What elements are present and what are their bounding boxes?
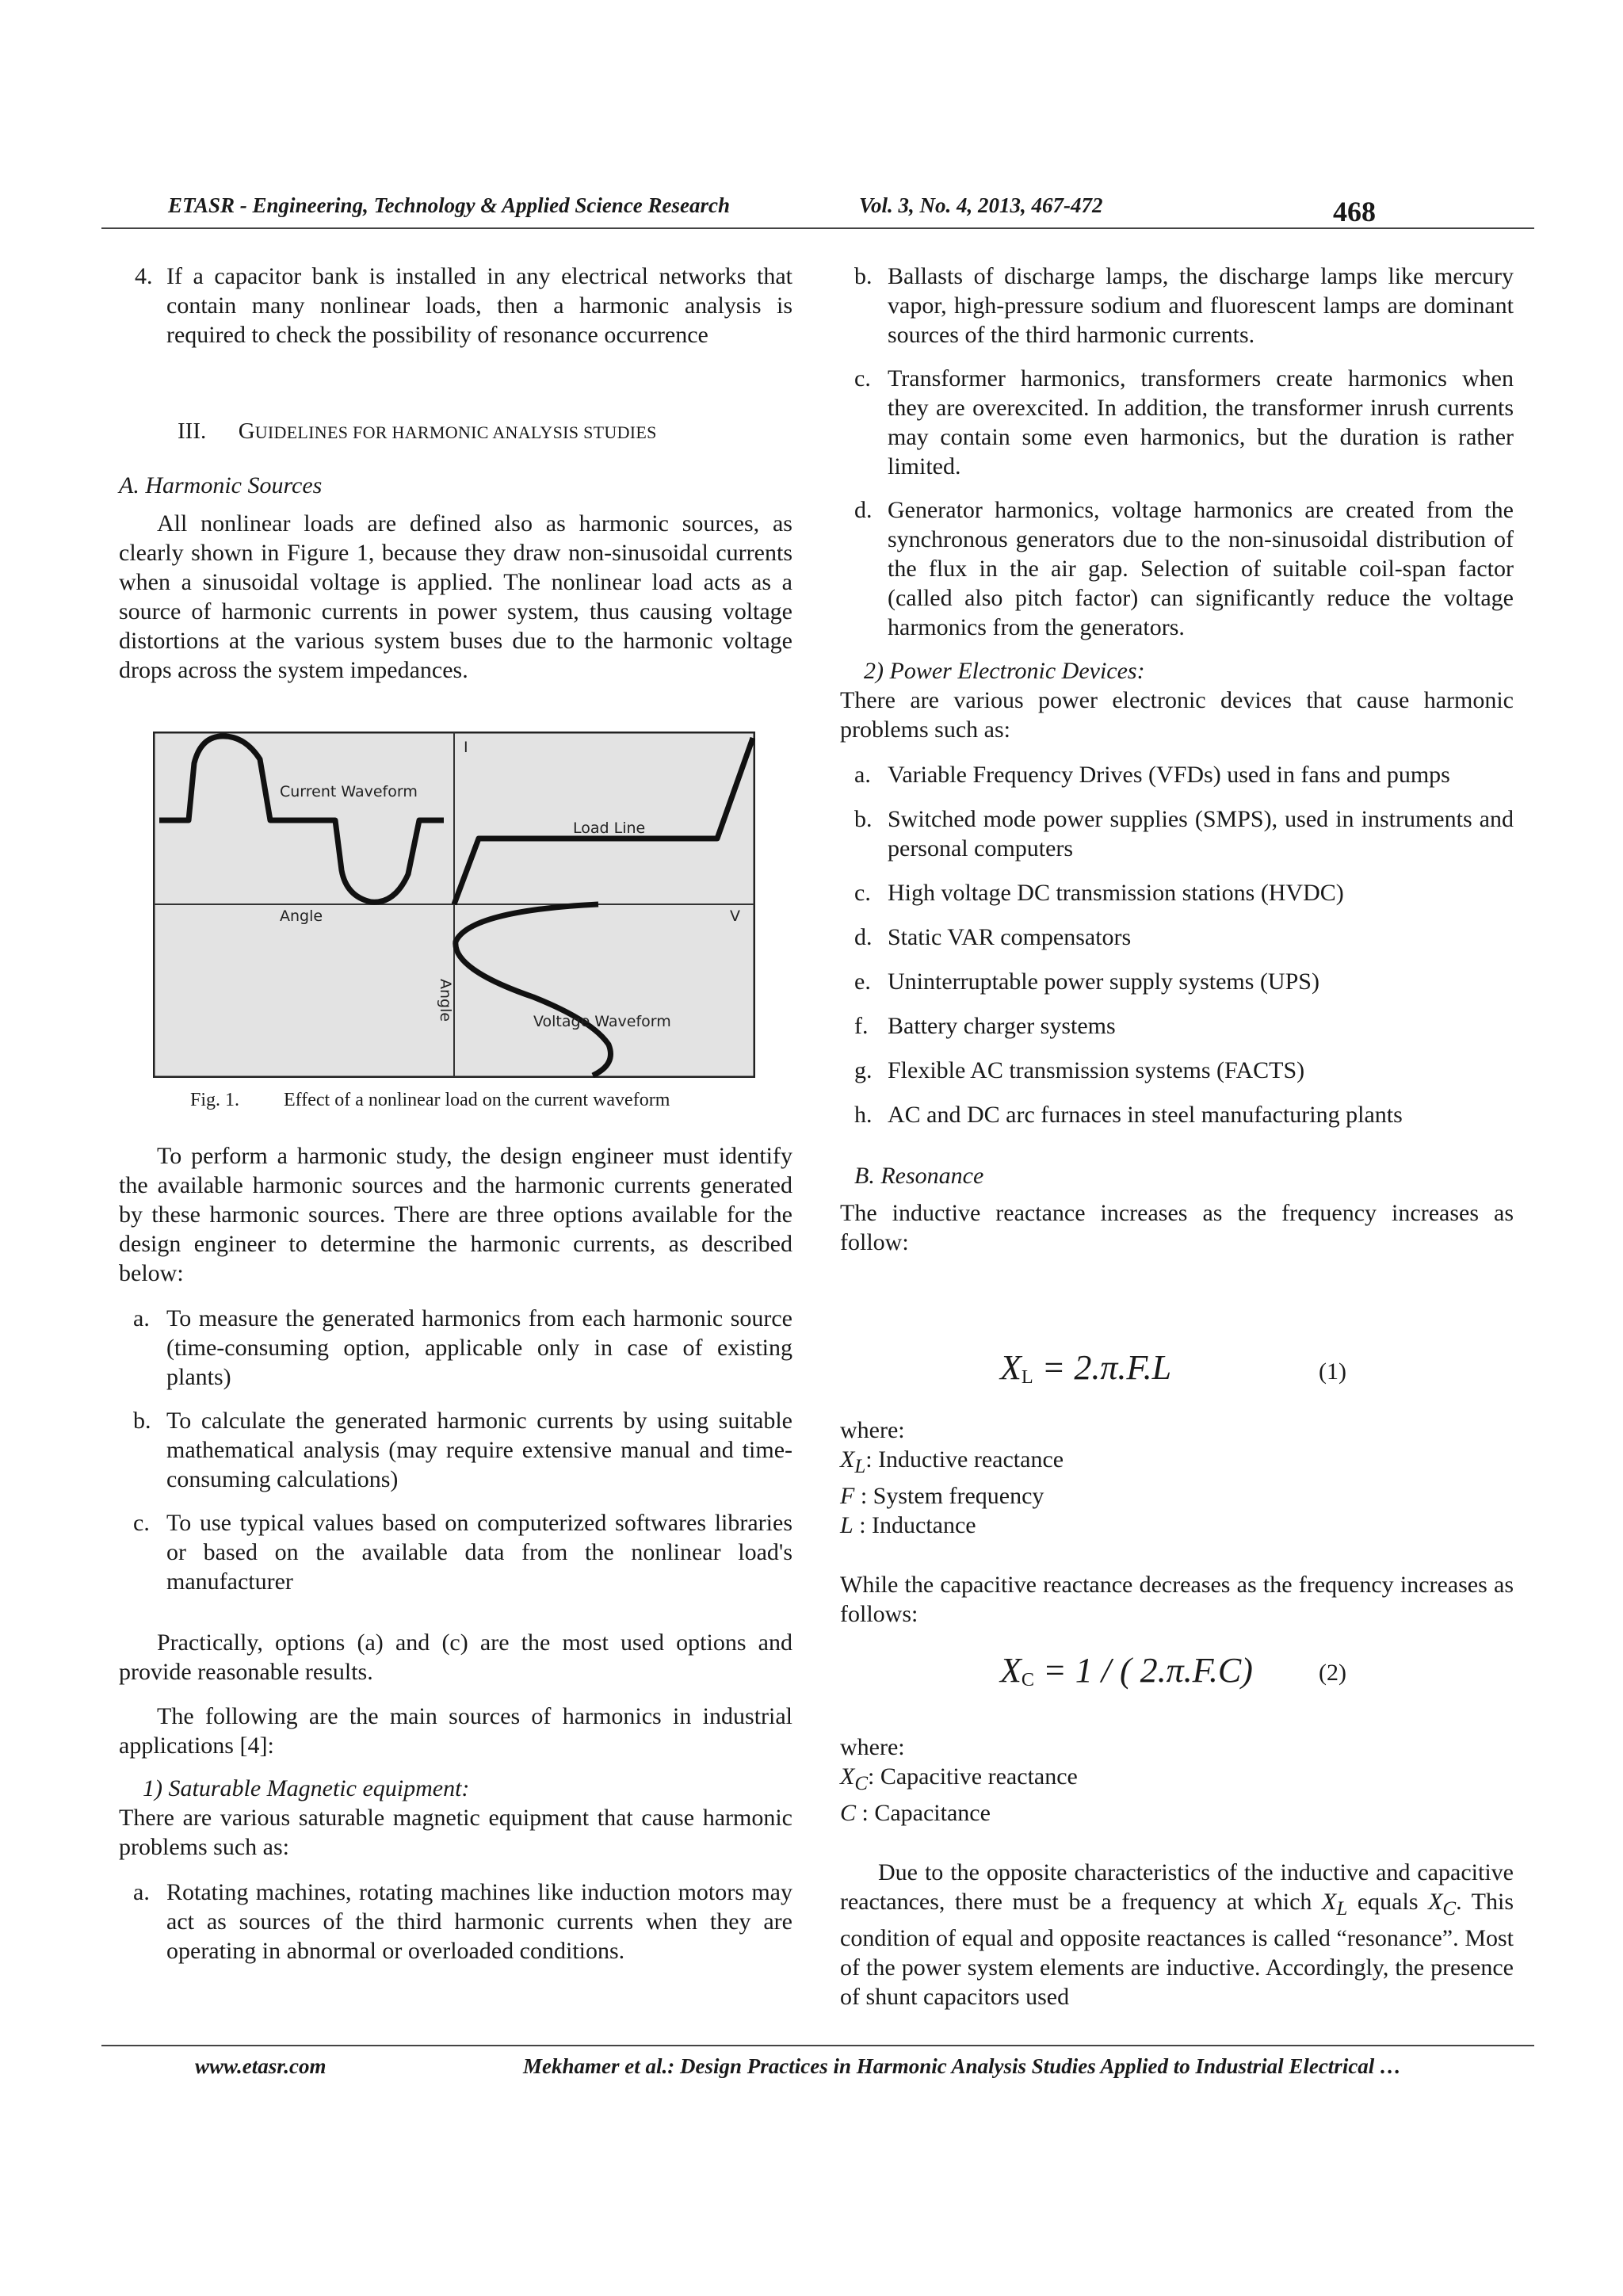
list-text: To use typical values based on computerized softwares libraries or based on the available data from the nonlinear load's manufacturer bbox=[166, 1510, 792, 1595]
list-text: Generator harmonics, voltage harmonics are created from the synchronous generators due to the non-sinusoidal distribution of the flux in the air gap. Selection of suitable coil-span factor (called also pitch factor) can significantly reduce the voltage harmonics from the generators. bbox=[888, 497, 1514, 640]
label-load-line: Load Line bbox=[573, 819, 646, 837]
eq2-sub: C bbox=[1021, 1668, 1035, 1690]
list-marker: c. bbox=[854, 880, 871, 906]
list-text: Flexible AC transmission systems (FACTS) bbox=[888, 1057, 1305, 1083]
definitions-block-1 bbox=[840, 1415, 1514, 1629]
section-number: III. bbox=[178, 418, 207, 444]
list-item bbox=[840, 1011, 1514, 1041]
list-text: Battery charger systems bbox=[888, 1013, 1116, 1039]
figure-caption bbox=[190, 1090, 670, 1111]
definition-text: : System frequency bbox=[854, 1483, 1044, 1509]
definition-text: : Inductance bbox=[853, 1512, 976, 1538]
footer-rule bbox=[101, 2045, 1534, 2046]
saturable-list bbox=[119, 1878, 792, 1966]
definition-line bbox=[840, 1511, 1514, 1540]
paragraph: Practically, options (a) and (c) are the most used options and provide reasonable results. bbox=[119, 1629, 792, 1685]
xl-symbol bbox=[1322, 1889, 1348, 1920]
list-marker: e. bbox=[854, 968, 871, 995]
section-heading bbox=[178, 418, 657, 445]
definition-symbol: X bbox=[840, 1763, 855, 1790]
power-electronics-list bbox=[840, 760, 1514, 1129]
list-marker: b. bbox=[854, 806, 873, 832]
paragraph: To perform a harmonic study, the design engineer must identify the available harmonic sources and the harmonic currents generated by these harmonic sources. There are three options available for the design engineer to determine the harmonic currents, as described below: bbox=[119, 1143, 792, 1286]
list-item bbox=[840, 1056, 1514, 1085]
definition-text: : Inductive reactance bbox=[865, 1446, 1064, 1473]
subsection-heading-2: 2) Power Electronic Devices: bbox=[864, 658, 1145, 684]
left-lower-block bbox=[119, 1141, 792, 1966]
list-marker: b. bbox=[133, 1408, 151, 1434]
definition-subscript: C bbox=[854, 1773, 869, 1794]
xc-sub: C bbox=[1442, 1898, 1457, 1920]
eq2-lhs: X bbox=[1000, 1651, 1022, 1690]
subsection-heading-b: B. Resonance bbox=[854, 1163, 984, 1189]
list-item bbox=[840, 878, 1514, 907]
list-marker: c. bbox=[854, 365, 871, 392]
equation-2-number: (2) bbox=[1319, 1660, 1346, 1686]
paragraph: There are various saturable magnetic equipment that cause harmonic problems such as: bbox=[119, 1805, 792, 1860]
list-text: AC and DC arc furnaces in steel manufacturing plants bbox=[888, 1102, 1403, 1128]
para-part: equals bbox=[1347, 1889, 1429, 1915]
list-text: To measure the generated harmonics from each harmonic source (time-consuming option, applicable only in case of existing plants) bbox=[166, 1305, 792, 1390]
eq1-lhs: X bbox=[1000, 1348, 1022, 1387]
list-item bbox=[840, 364, 1514, 481]
label-voltage-waveform: Voltage Waveform bbox=[533, 1013, 671, 1030]
definition-text: : Capacitance bbox=[856, 1800, 991, 1826]
para-part: Due to the opposite characteristics of the inductive and capacitive reactances, there must be a frequency at which bbox=[840, 1859, 1514, 1915]
paragraph: All nonlinear loads are defined also as harmonic sources, as clearly shown in Figure 1, because they draw non-sinusoidal currents when a sinusoidal voltage is applied. The nonlinear load acts as a source of harmonic currents in power system, thus causing voltage distortions at the various system buses due to the harmonic voltage drops across the system impedances. bbox=[119, 510, 792, 683]
caption-text: Effect of a nonlinear load on the current waveform bbox=[284, 1090, 670, 1110]
list-text: High voltage DC transmission stations (HVDC) bbox=[888, 880, 1344, 906]
list-marker: a. bbox=[133, 1305, 150, 1331]
list-item bbox=[840, 967, 1514, 996]
definitions-list-2 bbox=[840, 1762, 1514, 1828]
figure-1-svg bbox=[153, 732, 755, 1078]
list-text: Switched mode power supplies (SMPS), used in instruments and personal computers bbox=[888, 806, 1514, 861]
definition-text: : Capacitive reactance bbox=[868, 1763, 1078, 1790]
list-marker: d. bbox=[854, 497, 873, 523]
list-item bbox=[840, 262, 1514, 350]
options-list bbox=[119, 1304, 792, 1596]
xl-sub: L bbox=[1336, 1898, 1348, 1920]
subsection-heading-a: A. Harmonic Sources bbox=[119, 472, 323, 499]
eq2-rhs: = 1 / ( 2.π.F.C) bbox=[1043, 1651, 1253, 1690]
list-text: Rotating machines, rotating machines like induction motors may act as sources of the third harmonic currents when they are operating in abnormal or overloaded conditions. bbox=[166, 1879, 792, 1964]
list-text: To calculate the generated harmonic currents by using suitable mathematical analysis (may require extensive manual and time-consuming calculations) bbox=[166, 1408, 792, 1492]
equation-2 bbox=[1000, 1650, 1253, 1691]
list-item bbox=[119, 1878, 792, 1966]
list-item bbox=[119, 1304, 792, 1392]
definition-symbol: X bbox=[840, 1446, 855, 1473]
definitions-list-1 bbox=[840, 1445, 1514, 1540]
list-marker: c. bbox=[133, 1510, 150, 1536]
paragraph: The inductive reactance increases as the frequency increases as follow: bbox=[840, 1200, 1514, 1255]
definition-line bbox=[840, 1481, 1514, 1511]
xl-sym: X bbox=[1322, 1889, 1337, 1915]
where-label: where: bbox=[840, 1734, 905, 1760]
xc-sym: X bbox=[1428, 1889, 1443, 1915]
list-item bbox=[119, 1508, 792, 1596]
list-item bbox=[840, 1100, 1514, 1129]
list-item bbox=[840, 923, 1514, 952]
list-marker: h. bbox=[854, 1102, 873, 1128]
left-para1-block bbox=[119, 509, 792, 685]
figure-1 bbox=[153, 732, 755, 1078]
list-item bbox=[840, 495, 1514, 642]
footer-site: www.etasr.com bbox=[195, 2054, 327, 2078]
list-text: Ballasts of discharge lamps, the discharge lamps like mercury vapor, high-pressure sodium and fluorescent lamps are dominant sources of the third harmonic currents. bbox=[888, 263, 1514, 348]
list-text: Variable Frequency Drives (VFDs) used in fans and pumps bbox=[888, 762, 1450, 788]
paragraph: While the capacitive reactance decreases as the frequency increases as follows: bbox=[840, 1572, 1514, 1627]
eq1-rhs: = 2.π.F.L bbox=[1041, 1348, 1172, 1387]
para-part: . This condition of equal and opposite reactances is called “resonance”. Most of the power system elements are inductive. Accordingly, the presence of shunt capacitors used bbox=[840, 1889, 1514, 2010]
definition-symbol: L bbox=[840, 1512, 854, 1538]
definition-subscript: L bbox=[854, 1456, 866, 1477]
list-item bbox=[840, 760, 1514, 789]
list-marker: d. bbox=[854, 924, 873, 950]
where-label: where: bbox=[840, 1417, 905, 1443]
definition-line bbox=[840, 1762, 1514, 1798]
eq1-sub: L bbox=[1021, 1366, 1033, 1388]
list-text: Static VAR compensators bbox=[888, 924, 1132, 950]
list-marker: f. bbox=[854, 1013, 869, 1039]
equation-1-number: (1) bbox=[1319, 1358, 1346, 1385]
label-angle-y: Angle bbox=[437, 979, 454, 1022]
label-current-waveform: Current Waveform bbox=[280, 783, 418, 800]
section-title-rest: UIDELINES FOR HARMONIC ANALYSIS STUDIES bbox=[254, 422, 657, 442]
list-marker: b. bbox=[854, 263, 873, 289]
paragraph: There are various power electronic devices that cause harmonic problems such as: bbox=[840, 687, 1514, 743]
saturable-list-cont bbox=[840, 262, 1514, 642]
caption-number: Fig. 1. bbox=[190, 1090, 240, 1110]
footer-citation: Mekhamer et al.: Design Practices in Harmonic Analysis Studies Applied to Industrial Electrical … bbox=[523, 2054, 1402, 2078]
label-v-axis: V bbox=[730, 907, 740, 925]
definition-symbol: F bbox=[840, 1483, 855, 1509]
definition-line bbox=[840, 1798, 1514, 1828]
list-marker: a. bbox=[133, 1879, 150, 1905]
list-marker: g. bbox=[854, 1057, 873, 1083]
subsection-heading-1: 1) Saturable Magnetic equipment: bbox=[143, 1775, 470, 1801]
section-title-first: G bbox=[238, 418, 255, 444]
list-item bbox=[119, 262, 792, 350]
list-marker: 4. bbox=[135, 263, 153, 289]
list-text: If a capacitor bank is installed in any electrical networks that contain many nonlinear loads, then a harmonic analysis is required to check the possibility of resonance occurrence bbox=[166, 263, 792, 348]
list-text: Uninterruptable power supply systems (UPS) bbox=[888, 968, 1319, 995]
header-rule bbox=[101, 227, 1534, 229]
right-column bbox=[840, 262, 1514, 1257]
xc-symbol bbox=[1428, 1889, 1457, 1920]
list-item bbox=[119, 1406, 792, 1494]
left-column bbox=[119, 262, 792, 350]
label-angle-x: Angle bbox=[280, 907, 323, 925]
definitions-block-2 bbox=[840, 1733, 1514, 2011]
paragraph-resonance bbox=[840, 1858, 1514, 2011]
paragraph: The following are the main sources of harmonics in industrial applications [4]: bbox=[119, 1703, 792, 1759]
equation-1 bbox=[1000, 1347, 1171, 1389]
label-i-axis: I bbox=[464, 739, 468, 756]
volume-info: Vol. 3, No. 4, 2013, 467-472 bbox=[859, 193, 1103, 217]
list-item bbox=[840, 804, 1514, 863]
journal-title: ETASR - Engineering, Technology & Applied Science Research bbox=[168, 193, 731, 217]
definition-symbol: C bbox=[840, 1800, 857, 1826]
definition-line bbox=[840, 1445, 1514, 1481]
list-marker: a. bbox=[854, 762, 871, 788]
page-number: 468 bbox=[1333, 196, 1376, 227]
list-text: Transformer harmonics, transformers create harmonics when they are overexcited. In addition, the transformer inrush currents may contain some even harmonics, but the duration is rather limited. bbox=[888, 365, 1514, 479]
